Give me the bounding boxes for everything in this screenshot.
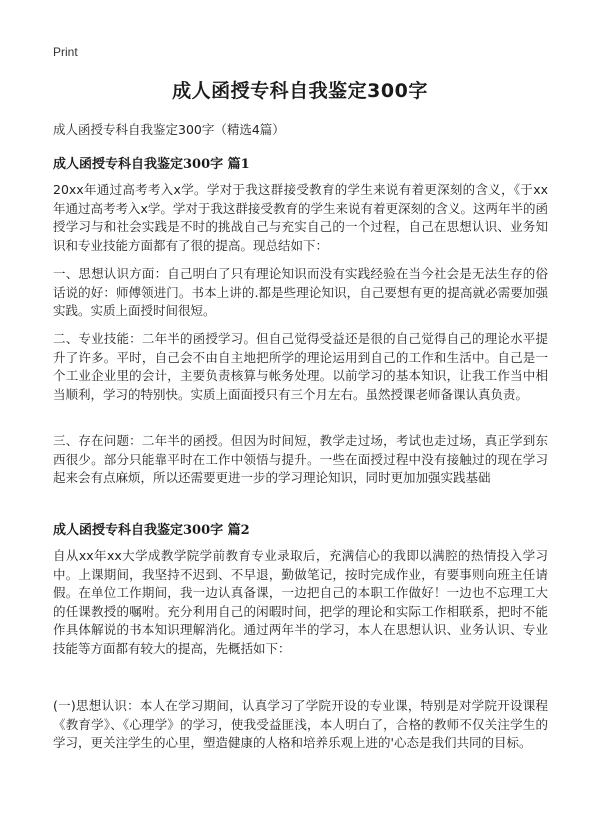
section-2-paragraph-1: 自从xx年xx大学成教学院学前教育专业录取后，充满信心的我即以满腔的热情投入学习中。上课期间，我坚持不迟到、不早退，勤做笔记，按时完成作业，有要事则向班主任请假。在单位工作期间，我一边认真备课，一边把自己的本职工作做好！一边也不忘理工大的任课教授的嘱咐。充分利用自己的闲暇时间，把学的理论和实际工作相联系，把时不能作具体解说的书本知识理解消化。通过两年半的学习，本人在思想认识、业务认识、专业技能等方面都有较大的提高，先概括如下：: [53, 548, 548, 656]
print-label: Print: [53, 45, 78, 59]
section-1-paragraph-2: 一、思想认识方面：自己明白了只有理论知识而没有实践经验在当今社会是无法生存的俗话说的好：师傅领进门。书本上讲的.都是些理论知识，自己要想有更的提高就必需要加强实践。实质上面授时间很短。: [53, 266, 548, 318]
section-2-paragraph-2: (一)思想认识：本人在学习期间，认真学习了学院开设的专业课，特别是对学院开设课程《教育学》、《心理学》的学习，使我受益匪浅，本人明白了，合格的教师不仅关注学生的学习，更关注学生的心里，塑造健康的人格和培养乐观上进的'心态是我们共同的目标。: [53, 698, 548, 750]
section-heading-1: 成人函授专科自我鉴定300字 篇1: [53, 157, 250, 172]
document-subtitle: 成人函授专科自我鉴定300字（精选4篇）: [53, 122, 285, 137]
section-1-paragraph-4: 三、存在问题：二年半的函授。但因为时间短，教学走过场，考试也走过场，真正学到东西很少。部分只能靠平时在工作中领悟与提升。一些在面授过程中没有接触过的现在学习起来会有点麻烦，所以还需要更进一步的学习理论知识，同时更加加强实践基础: [53, 433, 548, 485]
section-1-paragraph-3: 二、专业技能：二年半的函授学习。但自己觉得受益还是很的自己觉得自己的理论水平提升了许多。平时，自己会不由自主地把所学的理论运用到自己的工作和生活中。自己是一个工业企业里的会计，主要负责核算与帐务处理。以前学习的基本知识，让我工作当中相当顺利，学习的特别快。实质上面面授只有三个月左右。虽然授课老师备课认真负责。: [53, 331, 548, 402]
section-1-paragraph-1: 20xx年通过高考考入x学。学对于我这群接受教育的学生来说有着更深刻的含义，《于xx年通过高考考入x学。学对于我这群接受教育的学生来说有着更深刻的含义。这两年半的函授学习与和社会实践是不时的挑战自己与充实自己的一个过程，自己在思想认识、业务知识和专业技能方面都有了很的提高。现总结如下：: [53, 182, 548, 253]
section-heading-2: 成人函授专科自我鉴定300字 篇2: [53, 523, 250, 538]
document-title: 成人函授专科自我鉴定300字: [172, 80, 428, 102]
